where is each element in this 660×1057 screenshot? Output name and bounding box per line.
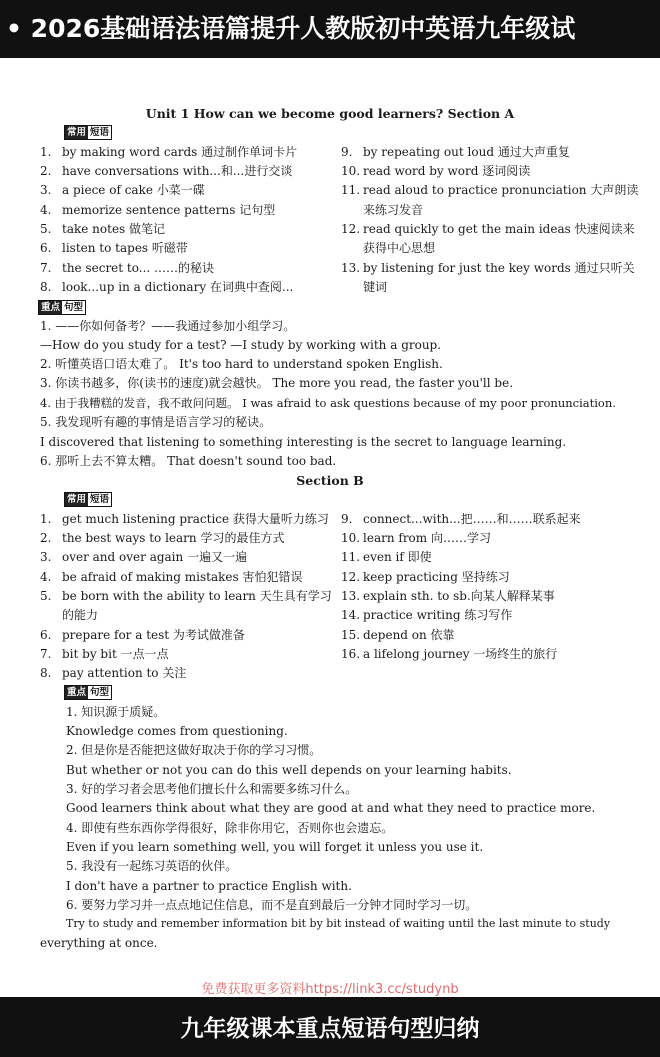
sentence: 2. 但是你是否能把这做好取决于你的学习习惯。 xyxy=(66,743,322,757)
bottom-banner-title: 九年级课本重点短语句型归纳 xyxy=(180,1016,480,1042)
sentence: Try to study and remember information bit by bit instead of waiting until the last minute to study xyxy=(66,917,611,930)
sentence: Knowledge comes from questioning. xyxy=(66,724,288,738)
sentence: —How do you study for a test? —I study by working with a group. xyxy=(40,338,442,352)
list-item: 15. depend on 依靠 xyxy=(341,628,455,642)
top-banner-title: • 2026基础语法语篇提升人教版初中英语九年级试 xyxy=(6,14,576,43)
list-item: 4. memorize sentence patterns 记句型 xyxy=(40,203,276,217)
list-item: 13. by listening for just the key words 通过只听关 xyxy=(341,261,635,275)
sentence: 6. 那听上去不算太糟。 That doesn't sound too bad. xyxy=(40,454,337,468)
sentence: everything at once. xyxy=(40,936,158,950)
list-item: 8. pay attention to 关注 xyxy=(40,666,187,680)
list-item: 8. look...up in a dictionary 在词典中查阅... xyxy=(40,280,294,294)
list-item: 9. by repeating out loud 通过大声重复 xyxy=(341,145,570,159)
list-item: 11. read aloud to practice pronunciation 大声朗读 xyxy=(341,183,639,197)
sentence: 3. 你读书越多，你(读书的速度)就会越快。 The more you read, the faster you'll be. xyxy=(40,376,514,390)
list-item: 10. learn from 向……学习 xyxy=(341,531,491,545)
list-item: 2. the best ways to learn 学习的最佳方式 xyxy=(40,531,285,545)
list-item: 9. connect...with...把……和……联系起来 xyxy=(341,512,581,526)
bottom-banner xyxy=(0,997,660,1057)
list-item: 7. bit by bit 一点一点 xyxy=(40,647,169,661)
list-item: 11. even if 即使 xyxy=(341,550,432,564)
list-item: 4. be afraid of making mistakes 害怕犯错误 xyxy=(40,570,303,584)
list-item: 来练习发音 xyxy=(363,203,424,217)
unit-title: Unit 1 How can we become good learners? Section A xyxy=(145,106,515,121)
sentence: 4. 由于我糟糕的发音，我不敢问问题。 I was afraid to ask questions because of my poor pronunciation. xyxy=(40,396,616,410)
list-item: 7. the secret to... ……的秘诀 xyxy=(40,261,215,275)
list-item: 5. take notes 做笔记 xyxy=(40,222,166,236)
sentence: 1. 知识源于质疑。 xyxy=(66,705,166,719)
sentence: 6. 要努力学习并一点点地记住信息，而不是直到最后一分钟才同时学习一切。 xyxy=(66,898,478,912)
list-item: 1. by making word cards 通过制作单词卡片 xyxy=(40,145,298,159)
tag-key-patterns-b: 重点 句型 xyxy=(64,685,112,700)
list-item: 6. listen to tapes 听磁带 xyxy=(40,241,188,255)
list-item: 6. prepare for a test 为考试做准备 xyxy=(40,628,245,642)
tag-common-phrases-a: 常用 短语 xyxy=(64,125,112,140)
tag-key-patterns-a: 重点 句型 xyxy=(38,300,86,315)
document-page xyxy=(0,58,660,997)
sentence: Even if you learn something well, you will forget it unless you use it. xyxy=(66,840,484,854)
list-item: 12. read quickly to get the main ideas 快速阅读来 xyxy=(341,222,635,236)
sentence: 3. 好的学习者会思考他们擅长什么和需要多练习什么。 xyxy=(66,782,358,796)
list-item: 3. over and over again 一遍又一遍 xyxy=(40,550,248,564)
sentence: Good learners think about what they are good at and what they need to practice more. xyxy=(66,801,596,815)
sentence: But whether or not you can do this well depends on your learning habits. xyxy=(66,763,512,777)
sentence: I don't have a partner to practice English with. xyxy=(66,879,352,893)
list-item: 获得中心思想 xyxy=(363,241,436,255)
sentence: 4. 即使有些东西你学得很好，除非你用它，否则你也会遗忘。 xyxy=(66,821,394,835)
sentence: I discovered that listening to something interesting is the secret to language learning. xyxy=(40,435,567,449)
section-b-title: Section B xyxy=(296,473,364,488)
list-item: 12. keep practicing 坚持练习 xyxy=(341,570,510,584)
list-item: 3. a piece of cake 小菜一碟 xyxy=(40,183,205,197)
sentence: 5. 我没有一起练习英语的伙伴。 xyxy=(66,859,238,873)
top-banner xyxy=(0,0,660,58)
list-item: 的能力 xyxy=(62,608,99,622)
list-item: 13. explain sth. to sb.向某人解释某事 xyxy=(341,589,555,603)
sentence: 5. 我发现听有趣的事情是语言学习的秘诀。 xyxy=(40,415,272,429)
sentence: 2. 听懂英语口语太难了。 It's too hard to understand spoken English. xyxy=(40,357,443,371)
free-resources-link[interactable]: 免费获取更多资料https://link3.cc/studynb xyxy=(201,982,459,997)
list-item: 14. practice writing 练习写作 xyxy=(341,608,513,622)
list-item: 1. get much listening practice 获得大量听力练习 xyxy=(40,512,329,526)
tag-common-phrases-b: 常用 短语 xyxy=(64,492,112,507)
list-item: 16. a lifelong journey 一场终生的旅行 xyxy=(341,647,558,661)
list-item: 键词 xyxy=(363,280,388,294)
list-item: 5. be born with the ability to learn 天生具有学习 xyxy=(40,589,332,603)
list-item: 2. have conversations with...和...进行交谈 xyxy=(40,164,293,178)
sentence: 1. ——你如何备考？——我通过参加小组学习。 xyxy=(40,319,296,333)
list-item: 10. read word by word 逐词阅读 xyxy=(341,164,531,178)
